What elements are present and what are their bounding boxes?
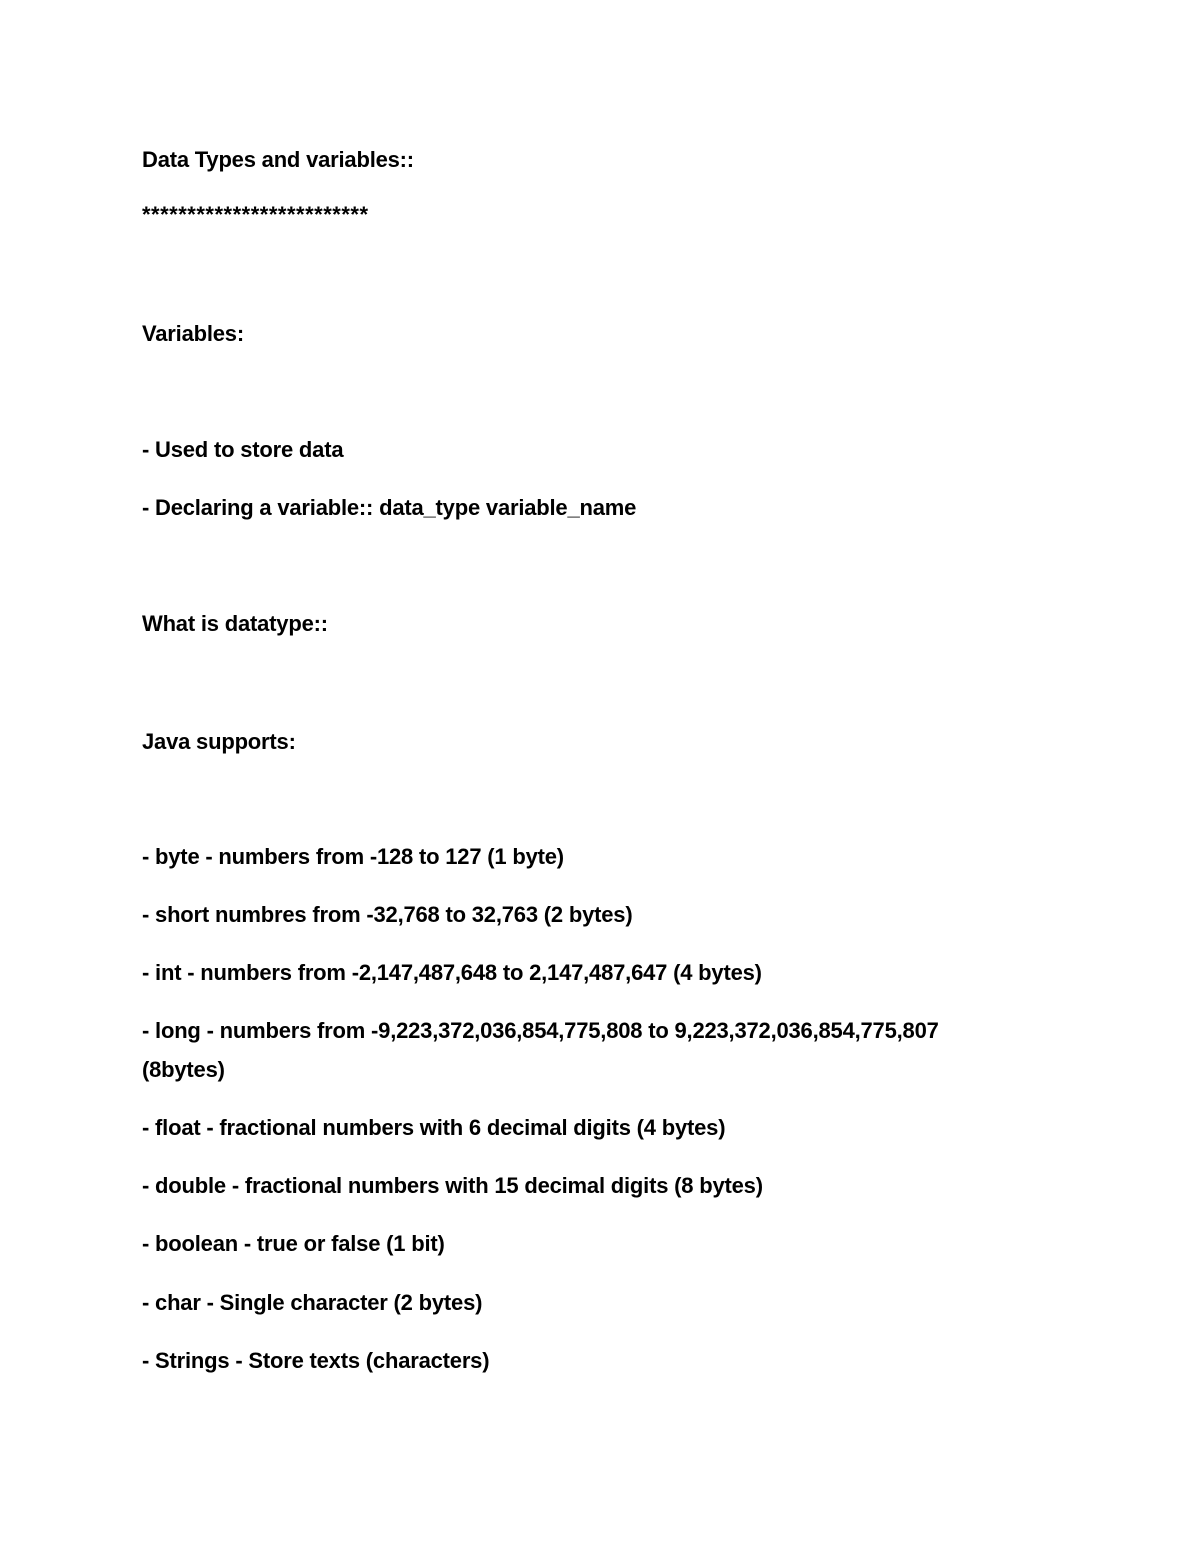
title-separator: *************************: [142, 202, 369, 227]
type-strings: - Strings - Store texts (characters): [142, 1348, 490, 1373]
type-long: - long - numbers from -9,223,372,036,854,775,808 to 9,223,372,036,854,775,807: [142, 1018, 939, 1043]
java-supports-heading: Java supports:: [142, 729, 296, 754]
datatype-question: What is datatype::: [142, 611, 328, 636]
type-double: - double - fractional numbers with 15 decimal digits (8 bytes): [142, 1173, 763, 1198]
variables-point-declare: - Declaring a variable:: data_type variable_name: [142, 495, 637, 520]
type-boolean: - boolean - true or false (1 bit): [142, 1231, 445, 1256]
variables-point-store: - Used to store data: [142, 437, 344, 462]
type-int: - int - numbers from -2,147,487,648 to 2,147,487,647 (4 bytes): [142, 960, 762, 985]
type-char: - char - Single character (2 bytes): [142, 1290, 483, 1315]
document-title: Data Types and variables::: [142, 147, 414, 172]
type-short: - short numbres from -32,768 to 32,763 (2 bytes): [142, 902, 633, 927]
type-float: - float - fractional numbers with 6 decimal digits (4 bytes): [142, 1115, 726, 1140]
variables-heading: Variables:: [142, 321, 244, 346]
type-byte: - byte - numbers from -128 to 127 (1 byte): [142, 844, 564, 869]
type-long-size: (8bytes): [142, 1057, 225, 1082]
